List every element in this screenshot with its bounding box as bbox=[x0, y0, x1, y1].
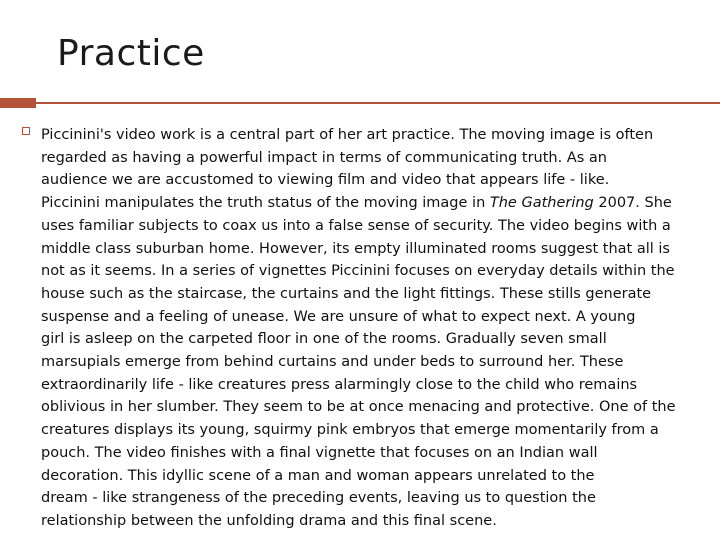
title-divider-block bbox=[0, 98, 36, 108]
slide-title: Practice bbox=[57, 33, 205, 74]
text-line-with-title bbox=[41, 192, 717, 215]
text-line: house such as the staircase, the curtains and the light fittings. These stills generate bbox=[41, 285, 652, 302]
text-line: oblivious in her slumber. They seem to be at once menacing and protective. One of the bbox=[41, 399, 676, 416]
text-segment: 2007. She bbox=[593, 195, 672, 212]
artwork-title: The Gathering bbox=[489, 195, 594, 212]
text-line: decoration. This idyllic scene of a man and woman appears unrelated to the bbox=[41, 467, 595, 484]
text-line: extraordinarily life - like creatures press alarmingly close to the child who remains bbox=[41, 376, 638, 393]
text-line: regarded as having a powerful impact in terms of communicating truth. As an bbox=[41, 149, 607, 166]
body-paragraph bbox=[41, 124, 717, 533]
text-line: not as it seems. In a series of vignettes Piccinini focuses on everyday details within the bbox=[41, 263, 675, 280]
text-line: creatures displays its young, squirmy pink embryos that emerge momentarily from a bbox=[41, 422, 659, 439]
text-line: marsupials emerge from behind curtains and under beds to surround her. These bbox=[41, 354, 624, 371]
text-line: suspense and a feeling of unease. We are unsure of what to expect next. A young bbox=[41, 308, 636, 325]
text-line: relationship between the unfolding drama and this final scene. bbox=[41, 512, 497, 529]
text-line: pouch. The video finishes with a final vignette that focuses on an Indian wall bbox=[41, 444, 598, 461]
text-line: audience we are accustomed to viewing film and video that appears life - like. bbox=[41, 172, 610, 189]
text-segment: Piccinini manipulates the truth status of the moving image in bbox=[41, 195, 490, 212]
text-line: girl is asleep on the carpeted floor in one of the rooms. Gradually seven small bbox=[41, 331, 607, 348]
text-line: dream - like strangeness of the preceding events, leaving us to question the bbox=[41, 490, 596, 507]
square-bullet-icon bbox=[22, 127, 30, 135]
text-line: Piccinini's video work is a central part of her art practice. The moving image is often bbox=[41, 127, 654, 143]
text-line: uses familiar subjects to coax us into a false sense of security. The video begins with a bbox=[41, 217, 671, 234]
text-line: middle class suburban home. However, its empty illuminated rooms suggest that all is bbox=[41, 240, 670, 257]
title-divider-line bbox=[36, 102, 720, 104]
